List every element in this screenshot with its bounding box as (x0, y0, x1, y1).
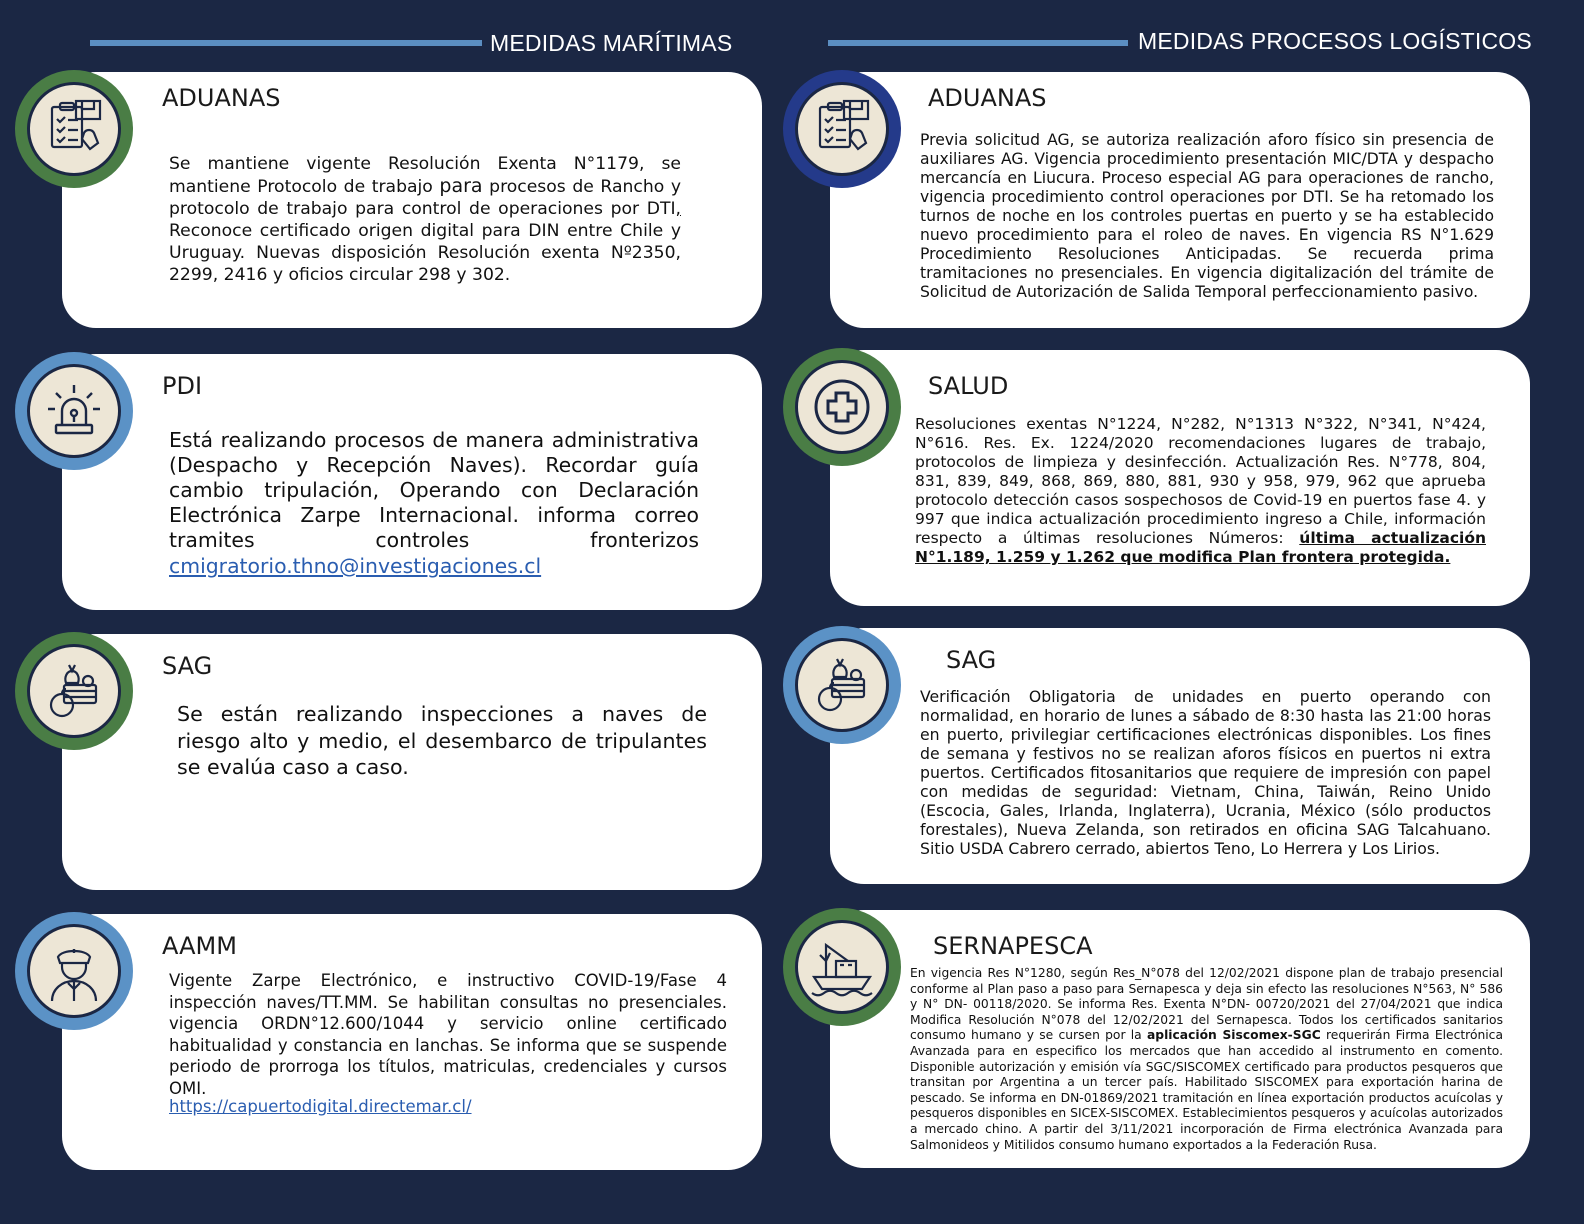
card-title: SAG (162, 652, 213, 680)
siren-icon (38, 375, 110, 447)
card-body-text: Verificación Obligatoria de unidades en puerto operando con normalidad, en horario de lunes a sábado de 8:30 hasta las 21:00 horas en puerto, privilegiar certificaciones electrónicas disponibles. Los fines de semana y festivos no se realizan aforos físicos en puertos ni extra puertos. Certificados fitosanitarios que requiere de impresión con papel con medidas de seguridad: Vietnam, China, Taiwán, Reino Unido (Escocia, Gales, Irlanda, Inglaterra), Ucrania, México (sólo productos forestales), Nueva Zelanda, son retirados en oficina SAG Talcahuano. Sitio USDA Cabrero cerrado, abiertos Teno, Lo Herrera y Los Lirios. (920, 687, 1491, 858)
sernapesca-icon-badge (783, 908, 901, 1026)
card-title: SAG (946, 646, 997, 674)
card-body-text: Está realizando procesos de manera administrativa (Despacho y Recepción Naves). Recordar guía cambio tripulación, Operando con Declaración Electrónica Zarpe Internacional. informa correo tramites controles fronterizos (169, 428, 699, 552)
produce-basket-icon (806, 649, 878, 721)
pdi-email-link[interactable]: cmigratorio.thno@investigaciones.cl (169, 554, 542, 578)
customs-clipboard-icon (38, 93, 110, 165)
card-body-text: Se mantiene vigente Resolución Exenta N°1179, se mantiene Protocolo de trabajo para procesos de Rancho y protocolo de trabajo para control de operaciones por DTI, Reconoce certificado origen digital para DIN entre Chile y Uruguay. Nuevas disposición Resolución exenta Nº2350, 2299, 2416 y oficios circular 298 y 302. (169, 154, 681, 285)
pdi-icon-badge (15, 352, 133, 470)
fishing-boat-icon (806, 931, 878, 1003)
card-title: ADUANAS (928, 84, 1047, 112)
card-title: SALUD (928, 372, 1009, 400)
card-title: ADUANAS (162, 84, 281, 112)
customs-clipboard-icon (806, 93, 878, 165)
salud-icon-badge (783, 348, 901, 466)
sag-icon-badge (783, 626, 901, 744)
left-section-title: MEDIDAS MARÍTIMAS (490, 30, 733, 56)
card-body-text: Se están realizando inspecciones a naves de riesgo alto y medio, el desembarco de tripulantes se evalúa caso a caso. (177, 702, 707, 779)
card-body-text: Resoluciones exentas N°1224, N°282, N°1313 N°322, N°341, N°424, N°616. Res. Ex. 1224/2020 recomendaciones lugares de trabajo, protocolos de limpieza y desinfección. Actualización Res. N°778, 804, 831, 839, 849, 868, 869, 880, 881, 930 y 958, 979, 962 que aprueba protocolo detección casos sospechosos de Covid-19 en puertos fase 4. y 997 que indica actualización procedimiento ingreso a Chile, información respecto a últimas resoluciones Números: última actualización N°1.189, 1.259 y 1.262 que modifica Plan frontera protegida. (915, 415, 1486, 566)
sag-icon-badge (15, 632, 133, 750)
right-section-title: MEDIDAS PROCESOS LOGÍSTICOS (1138, 28, 1532, 54)
produce-basket-icon (38, 655, 110, 727)
card-title: SERNAPESCA (933, 932, 1093, 960)
medical-cross-icon (806, 371, 878, 443)
left-header-bar (90, 40, 482, 46)
card-body-text: Previa solicitud AG, se autoriza realización aforo físico sin presencia de auxiliares AG. Vigencia procedimiento presentación MIC/DTA y despacho mercancía en Liucura. Proceso especial AG para operaciones de rancho, vigencia procedimiento control operaciones por DTI. Se ha retomado los turnos de noche en los controles puertas en puerto y se ha establecido nuevo procedimiento para el roleo de naves. En vigencia RS N°1.629 Procedimiento Resoluciones Anticipadas. Se recuerda prima tramitaciones no presenciales. En vigencia digitalización del trámite de Solicitud de Autorización de Salida Temporal perfeccionamiento pasivo. (920, 131, 1494, 301)
aamm-icon-badge (15, 912, 133, 1030)
card-body-text: Vigente Zarpe Electrónico, e instructivo COVID-19/Fase 4 inspección naves/TT.MM. Se habilitan consultas no presenciales. vigencia ORDN°12.600/1044 y servicio online certificado habitualidad y constancia en lanchas. Se informa que se suspende periodo de prorroga los títulos, matriculas, credenciales y cursos OMI. (169, 971, 727, 1098)
right-header-bar (828, 40, 1128, 46)
card-title: AAMM (162, 932, 237, 960)
card-title: PDI (162, 372, 203, 400)
card-body-text: En vigencia Res N°1280, según Res_N°078 del 12/02/2021 dispone plan de trabajo presencial conforme al Plan paso a paso para Sernapesca y deja sin efecto las resoluciones N°563, N° 586 y N° DN- 00118/2020. Se informa Res. Exenta N°DN- 00720/2021 del 27/04/2021 que indica Modifica Resolución N°078 del 12/02/2021 del Sernapesca. Todos los certificados sanitarios consumo humano y se cursen por la aplicación Siscomex-SGC requerirán Firma Electrónica Avanzada para en especifico los mercados que han accedido al instrumento en comento. Disponible autorización y emisión vía SGC/SISCOMEX certificado para productos pesqueros que transitan por Argentina a un tercer país. Habilitado SISCOMEX para exportación harina de pescado. Se informa en DN-01869/2021 tramitación en línea exportación productos acuícolas y pesqueros disponibles en SICEX-SISCOMEX. Establecimientos pesqueros y acuícolas autorizados a mercado chino. A partir del 3/11/2021 incorporación de Firma electrónica Avanzada para Salmonideos y Mitilidos consumo humano exportados a la Federación Rusa. (910, 966, 1503, 1152)
aduanas-icon-badge (15, 70, 133, 188)
aamm-portal-link[interactable]: https://capuertodigital.directemar.cl/ (169, 1097, 472, 1116)
aduanas-icon-badge (783, 70, 901, 188)
ship-captain-icon (38, 935, 110, 1007)
